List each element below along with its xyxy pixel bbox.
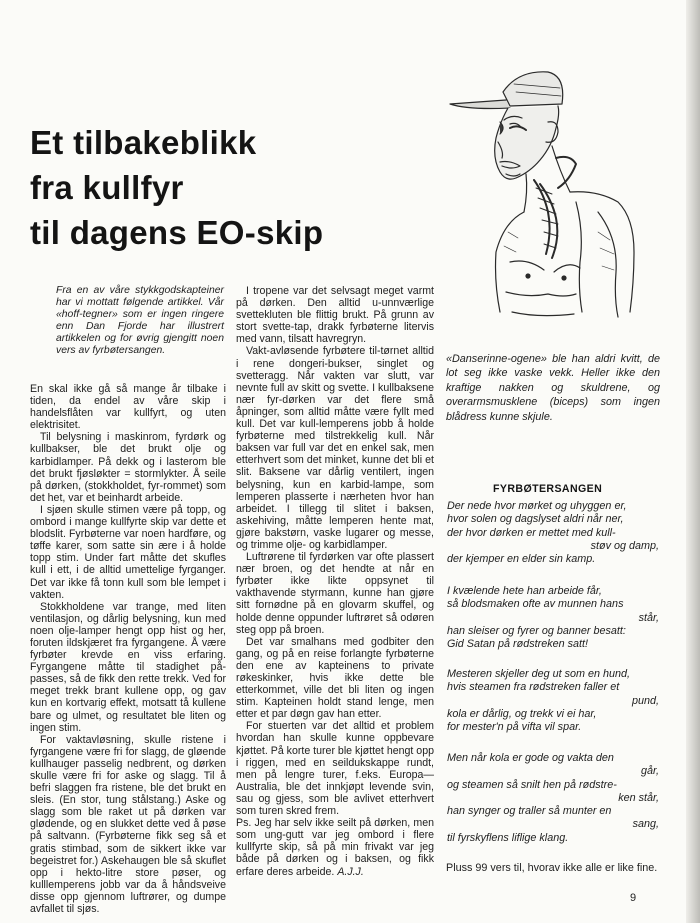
- song-line: så blodsmaken ofte av munnen hans: [447, 598, 624, 611]
- song-line: sang,: [632, 818, 659, 831]
- paragraph: Luftrørene til fyrdørken var ofte plassert nær broen, og det hendte at når en fyrbøter ikke likte oppsynet til vakthavende styrmann, kunne han gjøre sitt fornødne på en glovarm skuffel, og holde denne oppunder luftrøret så odøren steg opp på broen.: [236, 551, 434, 636]
- page-number: 9: [630, 892, 637, 904]
- song-line: ken står,: [618, 791, 659, 804]
- song-stanza-3: [447, 668, 659, 734]
- closing-note: Pluss 99 vers til, hvorav ikke alle er like fine.: [446, 862, 658, 874]
- song-title: FYRBØTERSANGEN: [493, 483, 603, 495]
- article-title: [30, 120, 430, 255]
- song-line: kola er dårlig, og trekk vi ei har,: [447, 707, 597, 720]
- title-line-1: Et tilbakeblikk: [30, 124, 257, 161]
- paragraph: I sjøen skulle stimen være på topp, og ombord i mange kullfyrte skip var dette et blodslit. Fyrbøterne var noen hardføre, og tøffe karer, som satte sin ære i å holde topp stim. Under fart måtte det skufles kull i ett, i de alltid umettelige fyrganger. Det var ikke få tonn kull som ble lempet i vakten.: [30, 503, 226, 601]
- song-line: Men når kola er gode og vakta den: [447, 752, 614, 764]
- song-line: til fyrskyflens liflige klang.: [447, 831, 569, 844]
- song-line: han sleiser og fyrer og banner besatt:: [447, 624, 626, 637]
- song-stanza-4: [447, 752, 659, 845]
- page-edge-shadow: [686, 0, 700, 923]
- song-line: pund,: [631, 694, 659, 707]
- song-line: for mester'n på vifta vil spar.: [447, 721, 582, 734]
- song-line: står,: [638, 611, 659, 624]
- article-column-1: [30, 383, 226, 915]
- paragraph: En skal ikke gå så mange år tilbake i tiden, da endel av våre skip i handelsflåten var kullfyrt, og uten elektrisitet.: [30, 383, 226, 432]
- song-line: I kvælende hete han arbeide får,: [447, 585, 602, 597]
- title-line-2: fra kullfyr: [30, 169, 184, 206]
- illustration-caption: «Danserinne-ogene» ble han aldri kvitt, de lot seg ikke vaske vekk. Heller ikke den kraftige nakken og skuldrene, og overarmsmusklene (biceps) som ingen blådress kunne skjule.: [446, 353, 660, 423]
- paragraph: Til belysning i maskinrom, fyrdørk og kullbakser, ble det brukt olje og karbidlamper. På dekk og i lasterom ble det brukt fjøsløkter = stormlykter. Å seile på dørken, (stokkholdet, fyr-rommet) som det het, var et beinhardt arbeide.: [30, 431, 226, 504]
- song-line: går,: [640, 765, 659, 778]
- song-line: Mesteren skjeller deg ut som en hund,: [447, 668, 631, 680]
- title-line-3: til dagens EO-skip: [30, 214, 324, 251]
- paragraph: Vakt-avløsende fyrbøtere til-tørnet alltid i rene dongeri-bukser, singlet og svetteragg. Når vakten var slutt, var nevnte full av skitt og svette. I kullbaksene nær fyr-dørken var det flere små åpninger, som alltid måtte være fyllt med kull. Det var kull-lemperens jobb å holde fyrbøterne med tilstrekkelig kull. Når baksen var full var det en enkel sak, men etterhvert som det minket, kunne det bli et slit. Baksene var dårlig ventilert, ingen belysning, kun en karbid-lampe, som lemperen plasserte i nærheten hvor han arbeidet. I tillegg til slitet i baksen, askehiving, måtte lemperen hente mat, gjøre bakstørn, vaske lugarer og messe, og trimme olje- og karbidlamper.: [236, 345, 434, 551]
- article-column-2: [236, 285, 434, 878]
- song-line: hvis steamen fra rødstreken faller et: [447, 681, 620, 694]
- postscript: [236, 817, 434, 877]
- song-line: Der nede hvor mørket og uhyggen er,: [447, 500, 627, 512]
- song-line: hvor solen og dagslyset aldri når ner,: [447, 513, 624, 526]
- song-line: Gid Satan på rødstreken satt!: [447, 638, 589, 651]
- paragraph: Stokkholdene var trange, med liten ventilasjon, og dårlig belysning, kun med noen olje-lamper hengt opp hist og her, foruten ildskjæret fra fyrgangene. Å være fyrbøter krevde en viss erfaring. Fyrgangene måtte til stadighet på-passes, så de fikk den rette trekk. Ved for meget trekk brant kullene opp, og gav kun en kortvarig effekt, motsatt tå kullene bare og ulmet, og resultatet ble liten og ingen stim.: [30, 600, 226, 734]
- song-line: der hvor dørken er mettet med kull-: [447, 526, 616, 539]
- paragraph: For vaktavløsning, skulle ristene i fyrgangene være fri for slagg, de gløende kullhauger passelig nedbrent, og dørken skulle være fri for aske og slagg. Til å befri slaggen fra ristene, ble det brukt en sleis. (En stor, tung stålstang.) Aske og slagg som ble raket ut på dørken var glødende, og en slukket dette ved å pøse på saltvann. (Fyrbøterne fikk seg så et gratis stimbad, som de sikkert ikke var begeistret for.) Askehaugen ble så skuflet opp i hekto-litre store pøser, og kulllemperens jobb var da å håndsveive disse opp gjennom luftrører, og dumpe avfallet til sjøs.: [30, 733, 226, 916]
- postscript-text: Ps. Jeg har selv ikke seilt på dørken, men som ung-gutt var jeg ombord i flere kullfyrte skip, så på min frivakt var jeg både på dørken og i baksen, og fikk erfare deres arbeide.: [236, 817, 434, 878]
- article-intro: Fra en av våre stykkgodskapteiner har vi mottatt følgende artikkel. Vår «hoff-tegner» som er ingen ringere enn Dan Fjorde har illustrert artikkelen og for øvrig gjengitt noen vers av fyrbøtersangen.: [56, 285, 224, 357]
- paragraph: I tropene var det selvsagt meget varmt på dørken. Den alltid u-unnværlige svettekluten ble flittig brukt. På grunn av stort svette-tap, drakk fyrbøterne litervis med vann, tilsatt havregryn.: [236, 285, 434, 346]
- paragraph: For stuerten var det alltid et problem hvordan han skulle kunne oppbevare kjøttet. På korte turer ble kjøttet hengt opp i riggen, med en seildukskappe rundt, men på lengre turer, f.eks. Europa—Australia, ble det innkjøpt levende svin, sau og gjess, som ble avlivet etterhvert som turen skred frem.: [236, 720, 434, 818]
- song-stanza-1: [447, 500, 659, 566]
- song-line: støv og damp,: [590, 539, 659, 552]
- signature: A.J.J.: [337, 865, 364, 878]
- song-line: der kjemper en elder sin kamp.: [447, 553, 596, 566]
- song-stanza-2: [447, 585, 659, 651]
- paragraph: Det var smalhans med godbiter den gang, og på en reise forlangte fyrbøterne den ene av kapteinens to private røkeskinker, hvis ikke dette ble etterkommet, ville det bli liten og ingen stim. Kapteinen holdt stand lenge, men etter et par døgn gav han etter.: [236, 635, 434, 721]
- song-line: han synger og traller så munter en: [447, 805, 612, 818]
- stoker-illustration: [448, 62, 648, 324]
- song-line: og steamen så snilt hen på rødstre-: [447, 778, 617, 791]
